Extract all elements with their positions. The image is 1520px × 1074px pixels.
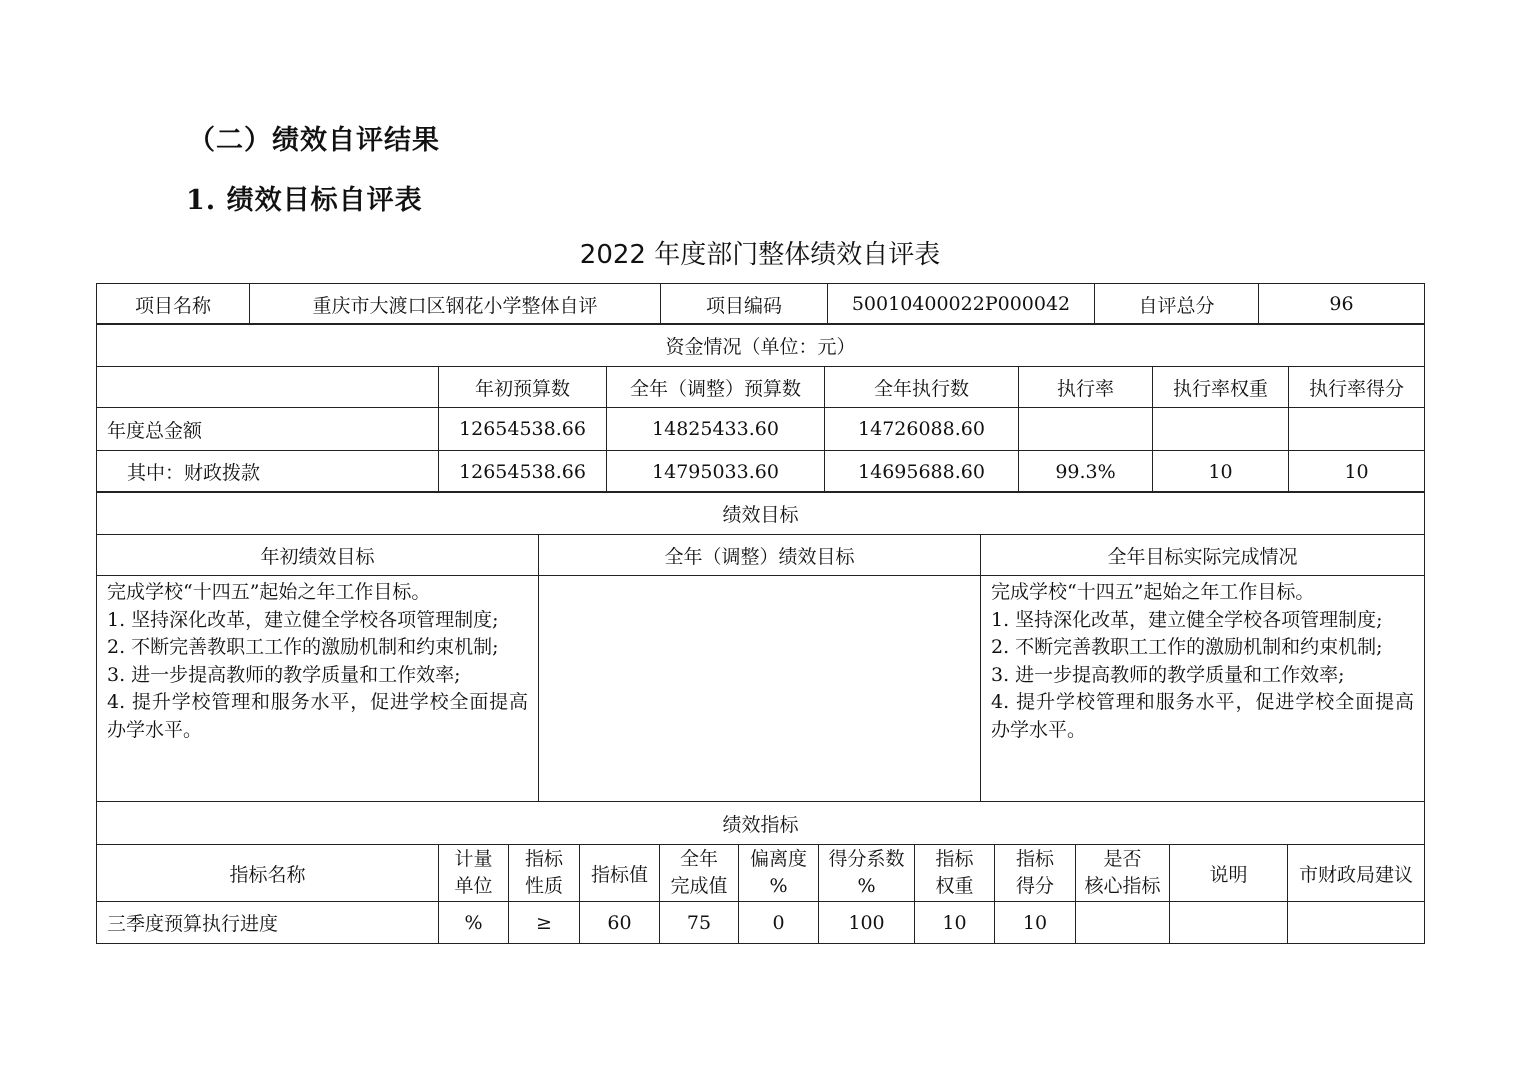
goals-actual-text bbox=[981, 576, 1425, 802]
goal-line: 完成学校“十四五”起始之年工作目标。 bbox=[107, 581, 431, 603]
goals-initial-text bbox=[97, 576, 539, 802]
goal-line: 完成学校“十四五”起始之年工作目标。 bbox=[991, 581, 1315, 603]
ind-header-advice: 市财政局建议 bbox=[1288, 845, 1425, 902]
table-title: 2022 年度部门整体绩效自评表 bbox=[579, 240, 941, 270]
funds-row-fiscal bbox=[97, 451, 1425, 493]
ind-header-deviation: 偏离度 % bbox=[739, 845, 819, 902]
funds-cell-score bbox=[1289, 408, 1425, 451]
ind-cell-deviation: 0 bbox=[739, 902, 819, 944]
goal-line: 3. 进一步提高教师的教学质量和工作效率; bbox=[991, 663, 1345, 686]
subsection-heading: 1. 绩效目标自评表 bbox=[186, 185, 423, 216]
ind-header-note: 说明 bbox=[1170, 845, 1288, 902]
project-code-value-cell: 50010400022P000042 bbox=[828, 284, 1095, 325]
project-code-label-cell: 项目编码 bbox=[661, 284, 828, 325]
funds-cell-rate bbox=[1019, 408, 1153, 451]
ind-header-target: 指标值 bbox=[580, 845, 660, 902]
ind-cell-advice bbox=[1288, 902, 1425, 944]
funds-cell-weight: 10 bbox=[1153, 451, 1289, 493]
ind-header-coefficient: 得分系数 % bbox=[819, 845, 915, 902]
funds-cell-adjusted: 14825433.60 bbox=[607, 408, 825, 451]
ind-header-weight: 指标 权重 bbox=[915, 845, 995, 902]
ind-header-score: 指标 得分 bbox=[995, 845, 1076, 902]
funds-header-initial: 年初预算数 bbox=[439, 367, 607, 408]
funds-cell-executed: 14695688.60 bbox=[825, 451, 1019, 493]
goal-line: 4. 提升学校管理和服务水平，促进学校全面提高办学水平。 bbox=[991, 691, 1415, 741]
indicators-table bbox=[96, 801, 1425, 944]
funds-row-total bbox=[97, 408, 1425, 451]
section-heading: （二）绩效自评结果 bbox=[188, 125, 440, 156]
funds-section-title: 资金情况（单位：元） bbox=[97, 324, 1425, 367]
goal-line: 3. 进一步提高教师的教学质量和工作效率; bbox=[107, 663, 461, 686]
goals-header-actual: 全年目标实际完成情况 bbox=[981, 535, 1425, 576]
ind-header-name: 指标名称 bbox=[97, 845, 439, 902]
funds-header-adjusted: 全年（调整）预算数 bbox=[607, 367, 825, 408]
goal-line: 1. 坚持深化改革，建立健全学校各项管理制度; bbox=[107, 608, 499, 631]
funds-header-blank bbox=[97, 367, 439, 408]
goal-line: 1. 坚持深化改革，建立健全学校各项管理制度; bbox=[991, 608, 1383, 631]
funds-row-label: 其中：财政拨款 bbox=[97, 451, 439, 493]
funds-cell-rate: 99.3% bbox=[1019, 451, 1153, 493]
funds-header-rate: 执行率 bbox=[1019, 367, 1153, 408]
project-row-overlay bbox=[96, 283, 1425, 325]
goal-line: 4. 提升学校管理和服务水平，促进学校全面提高办学水平。 bbox=[107, 691, 528, 741]
ind-cell-coefficient: 100 bbox=[819, 902, 915, 944]
funds-cell-score: 10 bbox=[1289, 451, 1425, 493]
funds-header-row bbox=[97, 367, 1425, 408]
funds-header-executed: 全年执行数 bbox=[825, 367, 1019, 408]
project-name-value-cell: 重庆市大渡口区钢花小学整体自评 bbox=[250, 284, 661, 325]
funds-cell-initial: 12654538.66 bbox=[439, 408, 607, 451]
ind-header-actual: 全年 完成值 bbox=[660, 845, 739, 902]
goals-section-title: 绩效目标 bbox=[97, 492, 1425, 535]
funds-cell-adjusted: 14795033.60 bbox=[607, 451, 825, 493]
ind-cell-note bbox=[1170, 902, 1288, 944]
funds-cell-executed: 14726088.60 bbox=[825, 408, 1019, 451]
goals-adjusted-text bbox=[539, 576, 981, 802]
goals-header-adjusted: 全年（调整）绩效目标 bbox=[539, 535, 981, 576]
project-score-value-cell: 96 bbox=[1259, 284, 1425, 325]
table-row bbox=[97, 902, 1425, 944]
funds-row-label: 年度总金额 bbox=[97, 408, 439, 451]
funds-cell-initial: 12654538.66 bbox=[439, 451, 607, 493]
funds-header-weight: 执行率权重 bbox=[1153, 367, 1289, 408]
ind-cell-nature: ≥ bbox=[509, 902, 580, 944]
indicators-section-title: 绩效指标 bbox=[97, 802, 1425, 845]
goal-line: 2. 不断完善教职工工作的激励机制和约束机制; bbox=[107, 636, 499, 658]
ind-cell-target: 60 bbox=[580, 902, 660, 944]
ind-cell-weight: 10 bbox=[915, 902, 995, 944]
goal-line: 2. 不断完善教职工工作的激励机制和约束机制; bbox=[991, 636, 1383, 658]
indicators-header-row bbox=[97, 845, 1425, 902]
goals-header-row bbox=[97, 535, 1425, 576]
ind-cell-unit: % bbox=[439, 902, 509, 944]
goals-header-initial: 年初绩效目标 bbox=[97, 535, 539, 576]
ind-cell-score: 10 bbox=[995, 902, 1076, 944]
ind-header-core: 是否 核心指标 bbox=[1076, 845, 1170, 902]
funds-header-score: 执行率得分 bbox=[1289, 367, 1425, 408]
ind-cell-name: 三季度预算执行进度 bbox=[97, 902, 439, 944]
funds-table bbox=[96, 323, 1425, 493]
goals-table bbox=[96, 491, 1425, 802]
project-score-label-cell: 自评总分 bbox=[1095, 284, 1259, 325]
ind-header-nature: 指标 性质 bbox=[509, 845, 580, 902]
funds-cell-weight bbox=[1153, 408, 1289, 451]
project-name-label-cell: 项目名称 bbox=[97, 284, 250, 325]
ind-cell-core bbox=[1076, 902, 1170, 944]
ind-header-unit: 计量 单位 bbox=[439, 845, 509, 902]
ind-cell-actual: 75 bbox=[660, 902, 739, 944]
